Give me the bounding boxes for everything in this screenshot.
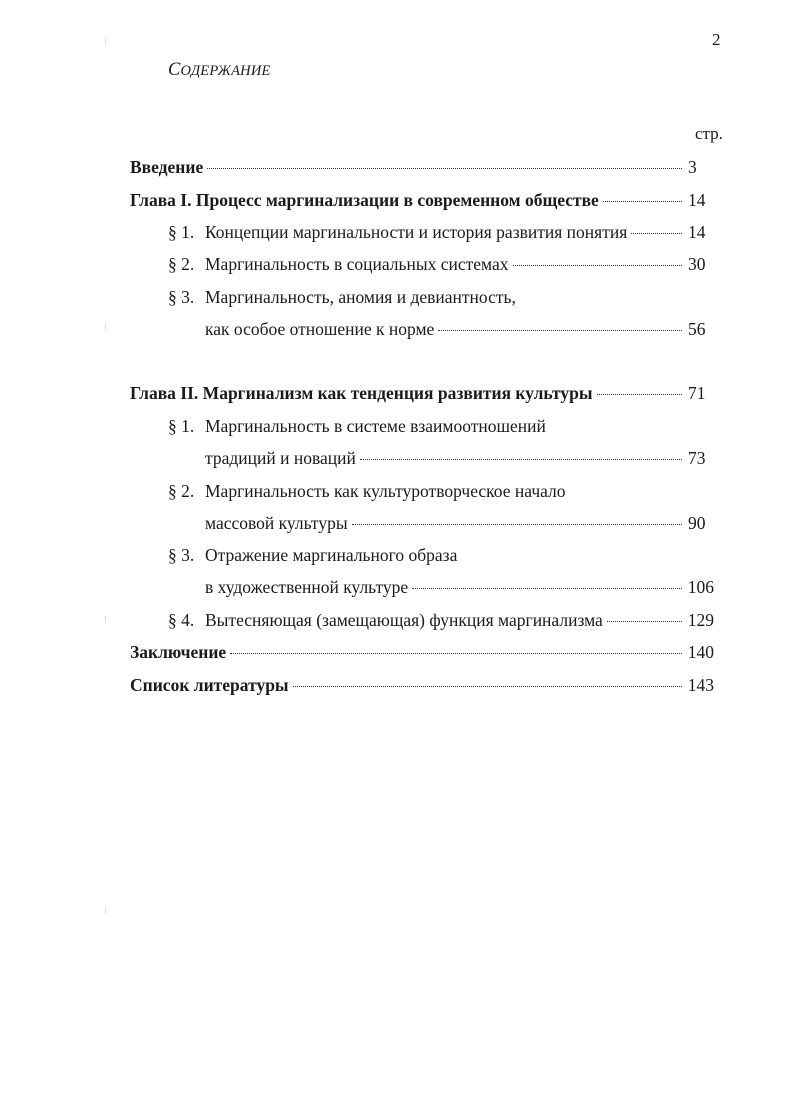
toc-entry-label: Маргинальность в социальных системах [205, 254, 509, 274]
toc-entry-page: 106 [687, 577, 714, 597]
toc-entry-ch2-section-1[interactable] [168, 416, 714, 440]
toc-entry-label-line2: как особое отношение к норме [205, 319, 435, 339]
toc-entry-references[interactable] [130, 675, 714, 699]
dot-leader [230, 653, 682, 654]
dot-leader [631, 233, 682, 234]
section-number: § 1. [168, 416, 195, 436]
dot-leader [607, 621, 682, 622]
toc-entry-page: 3 [688, 157, 697, 177]
dot-leader [412, 588, 682, 589]
toc-entry-chapter-1[interactable] [130, 190, 714, 214]
toc-entry-label-line2: в художественной культуре [205, 577, 409, 597]
toc-entry-page: 90 [688, 513, 706, 533]
section-number: § 2. [168, 254, 195, 274]
toc-entry-ch2-section-2[interactable] [168, 481, 714, 505]
toc-entry-label-line2: традиций и новаций [205, 448, 356, 468]
toc-entry-ch2-section-3-cont[interactable] [205, 577, 714, 601]
dot-leader [293, 686, 682, 687]
toc-entry-label: Глава I. Процесс маргинализации в современном обществе [130, 190, 599, 210]
scan-speck: ⁝ [104, 905, 107, 915]
toc-entry-ch1-section-3-cont[interactable] [205, 319, 714, 343]
toc-entry-ch2-section-2-cont[interactable] [205, 513, 714, 537]
toc-entry-page: 30 [688, 254, 706, 274]
toc-entry-page: 143 [687, 675, 714, 695]
toc-entry-page: 71 [688, 383, 706, 403]
toc-entry-page: 140 [687, 642, 714, 662]
toc-entry-ch2-section-4[interactable] [168, 610, 714, 634]
dot-leader [597, 394, 683, 395]
dot-leader [513, 265, 683, 266]
dot-leader [438, 330, 682, 331]
toc-entry-label-line1: Маргинальность в системе взаимоотношений [205, 416, 546, 436]
toc-entry-label: Вытесняющая (замещающая) функция маргинализма [205, 610, 603, 630]
section-number: § 1. [168, 222, 195, 242]
scan-speck: ⁝ [104, 322, 107, 332]
toc-entry-label-line2: массовой культуры [205, 513, 348, 533]
toc-entry-label: Список литературы [130, 675, 289, 695]
dot-leader [352, 524, 682, 525]
toc-entry-ch2-section-3[interactable] [168, 545, 714, 569]
section-number: § 3. [168, 287, 195, 307]
toc-entry-label: Глава II. Маргинализм как тенденция развития культуры [130, 383, 593, 403]
page-column-label: стр. [695, 124, 723, 143]
toc-entry-page: 14 [688, 190, 706, 210]
toc-entry-label-line1: Отражение маргинального образа [205, 545, 458, 565]
dot-leader [360, 459, 682, 460]
page-number: 2 [712, 30, 721, 49]
section-number: § 3. [168, 545, 195, 565]
section-number: § 4. [168, 610, 195, 630]
toc-entry-ch1-section-1[interactable] [168, 222, 714, 246]
title-rest: ОДЕРЖАНИЕ [180, 63, 271, 79]
toc-entry-page: 56 [688, 319, 706, 339]
dot-leader [603, 201, 682, 202]
scan-speck: ⁝ [104, 614, 107, 624]
toc-entry-conclusion[interactable] [130, 642, 714, 666]
toc-entry-intro[interactable] [130, 157, 714, 181]
toc-entry-label-line1: Маргинальность как культуротворческое начало [205, 481, 566, 501]
toc-entry-page: 14 [688, 222, 706, 242]
toc-entry-ch1-section-2[interactable] [168, 254, 714, 278]
toc-entry-ch2-section-1-cont[interactable] [205, 448, 714, 472]
title-initial: С [168, 60, 181, 80]
toc-entry-label-line1: Маргинальность, аномия и девиантность, [205, 287, 516, 307]
toc-entry-chapter-2[interactable] [130, 383, 714, 407]
toc-entry-label: Заключение [130, 642, 227, 662]
section-number: § 2. [168, 481, 195, 501]
toc-entry-label: Введение [130, 157, 204, 177]
toc-entry-page: 73 [688, 448, 706, 468]
scan-speck: ⁝ [104, 36, 107, 46]
toc-entry-ch1-section-3[interactable] [168, 287, 714, 311]
toc-entry-label: Концепции маргинальности и история развития понятия [205, 222, 628, 242]
dot-leader [207, 168, 682, 169]
toc-entry-page: 129 [687, 610, 714, 630]
page-title [168, 60, 271, 81]
